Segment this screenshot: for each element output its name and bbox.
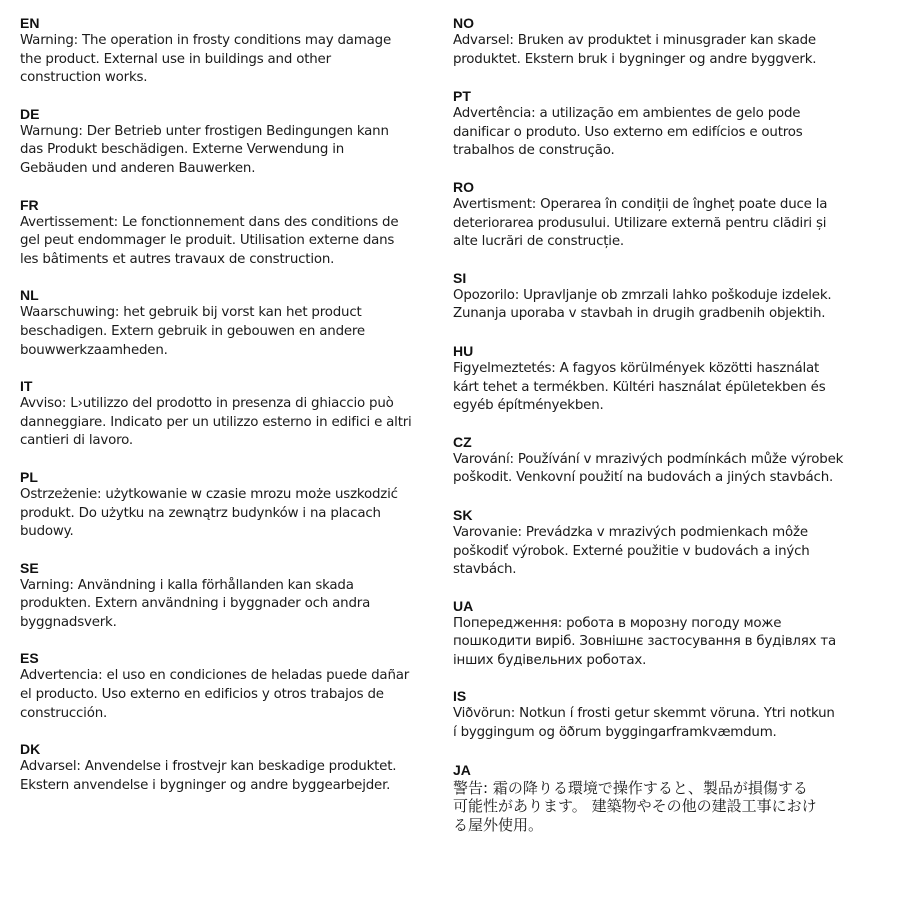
language-code: PT bbox=[453, 88, 471, 105]
text-line: egyéb építményekben. bbox=[453, 398, 604, 414]
left-column bbox=[20, 14, 444, 795]
language-code: DE bbox=[20, 105, 40, 122]
warning-text bbox=[453, 287, 885, 324]
text-line: budowy. bbox=[20, 524, 74, 540]
text-line: el producto. Uso externo en edificios y otros trabajos de bbox=[20, 687, 384, 703]
warning-text bbox=[20, 304, 444, 360]
text-line: stavbách. bbox=[453, 562, 517, 578]
warning-block-sk bbox=[453, 506, 885, 580]
text-line: Advarsel: Bruken av produktet i minusgrader kan skade bbox=[453, 33, 816, 48]
warning-text bbox=[453, 360, 885, 416]
warning-block-fr bbox=[20, 196, 444, 270]
text-line: Avertissement: Le fonctionnement dans des conditions de bbox=[20, 214, 399, 230]
warning-text bbox=[453, 105, 885, 161]
text-line: Varování: Používání v mrazivých podmínkách může výrobek bbox=[453, 451, 844, 467]
text-line: produktet. Ekstern bruk i bygninger og andre byggverk. bbox=[453, 51, 817, 67]
warning-text bbox=[20, 758, 444, 795]
warning-text bbox=[453, 32, 885, 69]
text-line: Zunanja uporaba v stavbah in drugih gradbenih objektih. bbox=[453, 306, 826, 322]
text-line: kárt tehet a termékben. Kültéri használat épületekben és bbox=[453, 379, 826, 395]
warning-text bbox=[453, 451, 885, 488]
language-code: CZ bbox=[453, 433, 472, 450]
text-line: í byggingum og öðrum byggingarframkvæmdum. bbox=[453, 725, 777, 741]
language-code: SI bbox=[453, 269, 467, 286]
right-column bbox=[453, 14, 885, 834]
language-code: RO bbox=[453, 178, 474, 195]
text-line: пошкодити виріб. Зовнішнє застосування в будівлях та bbox=[453, 634, 837, 650]
text-line: danificar o produto. Uso externo em edifícios e outros bbox=[453, 124, 803, 140]
warning-text bbox=[20, 123, 444, 179]
text-line: Opozorilo: Upravljanje ob zmrzali lahko poškoduje izdelek. bbox=[453, 287, 832, 303]
language-code: IT bbox=[20, 378, 33, 395]
text-line: Waarschuwing: het gebruik bij vorst kan het product bbox=[20, 305, 362, 321]
text-line: construction works. bbox=[20, 70, 148, 86]
warning-block-si bbox=[453, 269, 885, 324]
language-code: IS bbox=[453, 688, 467, 705]
text-line: Warnung: Der Betrieb unter frostigen Bedingungen kann bbox=[20, 123, 389, 139]
warning-text bbox=[453, 705, 885, 742]
warning-text bbox=[20, 667, 444, 723]
text-line: das Produkt beschädigen. Externe Verwendung in bbox=[20, 142, 345, 158]
warning-text bbox=[20, 395, 444, 451]
warning-block-es bbox=[20, 649, 444, 723]
warning-block-no bbox=[453, 14, 885, 69]
text-line: Viðvörun: Notkun í frosti getur skemmt vöruna. Ytri notkun bbox=[453, 706, 835, 722]
text-line: Avertisment: Operarea în condiții de îngheț poate duce la bbox=[453, 196, 828, 212]
text-line: Advertência: a utilização em ambientes de gelo pode bbox=[453, 106, 801, 122]
text-line: poškodit. Venkovní použití na budovách a jiných stavbách. bbox=[453, 470, 834, 486]
warning-text bbox=[20, 214, 444, 270]
warning-text bbox=[20, 32, 444, 88]
text-line: les bâtiments et autres travaux de construction. bbox=[20, 251, 335, 267]
text-line: deteriorarea produsului. Utilizare externă pentru clădiri și bbox=[453, 215, 827, 231]
text-line: produkten. Extern användning i byggnader och andra bbox=[20, 596, 371, 612]
warning-block-dk bbox=[20, 740, 444, 795]
language-code: SE bbox=[20, 559, 39, 576]
text-line: byggnadsverk. bbox=[20, 614, 117, 630]
text-line: cantieri di lavoro. bbox=[20, 433, 133, 449]
text-line: Varning: Användning i kalla förhållanden kan skada bbox=[20, 577, 354, 593]
warning-block-ro bbox=[453, 178, 885, 252]
language-code: NO bbox=[453, 15, 474, 31]
language-code: ES bbox=[20, 650, 39, 667]
text-line: 可能性があります。 建築物やその他の建設工事におけ bbox=[453, 797, 817, 816]
text-line: bouwwerkzaamheden. bbox=[20, 342, 168, 358]
language-code: PL bbox=[20, 468, 38, 485]
warning-text bbox=[20, 577, 444, 633]
warning-block-pl bbox=[20, 468, 444, 542]
text-line: construcción. bbox=[20, 705, 108, 721]
language-code: HU bbox=[453, 342, 474, 359]
warning-text bbox=[453, 196, 885, 252]
text-line: gel peut endommager le produit. Utilisation externe dans bbox=[20, 233, 395, 249]
text-line: alte lucrări de construcție. bbox=[453, 234, 624, 250]
language-code: NL bbox=[20, 287, 39, 304]
warning-block-cz bbox=[453, 433, 885, 488]
warning-block-is bbox=[453, 687, 885, 742]
warning-block-ua bbox=[453, 597, 885, 671]
text-line: poškodiť výrobok. Externé použitie v budovách a iných bbox=[453, 543, 810, 559]
text-line: Попередження: робота в морозну погоду може bbox=[453, 615, 782, 631]
language-code: FR bbox=[20, 196, 39, 213]
language-code: JA bbox=[453, 761, 471, 778]
text-line: trabalhos de construção. bbox=[453, 143, 615, 159]
warning-block-se bbox=[20, 559, 444, 633]
warning-block-ja bbox=[453, 761, 885, 835]
text-line: Ostrzeżenie: użytkowanie w czasie mrozu może uszkodzić bbox=[20, 486, 398, 502]
language-code: DK bbox=[20, 741, 41, 758]
text-line: інших будівельних роботах. bbox=[453, 652, 647, 668]
text-line: Advarsel: Anvendelse i frostvejr kan beskadige produktet. bbox=[20, 759, 397, 775]
warning-text bbox=[453, 524, 885, 580]
text-line: Advertencia: el uso en condiciones de heladas puede dañar bbox=[20, 668, 410, 684]
warning-block-en bbox=[20, 14, 444, 88]
text-line: beschadigen. Extern gebruik in gebouwen en andere bbox=[20, 323, 365, 339]
warning-text bbox=[20, 486, 444, 542]
warning-text bbox=[453, 779, 885, 835]
text-line: る屋外使用。 bbox=[453, 815, 544, 834]
warning-block-de bbox=[20, 105, 444, 179]
text-line: Ekstern anvendelse i bygninger og andre byggearbejder. bbox=[20, 777, 391, 793]
text-line: danneggiare. Indicato per un utilizzo esterno in edifici e altri bbox=[20, 414, 412, 430]
language-code: UA bbox=[453, 597, 474, 614]
text-line: Figyelmeztetés: A fagyos körülmények közötti használat bbox=[453, 360, 820, 376]
warning-block-it bbox=[20, 377, 444, 451]
text-line: Varovanie: Prevádzka v mrazivých podmienkach môže bbox=[453, 524, 808, 540]
text-line: 警告: 霜の降りる環境で操作すると、製品が損傷する bbox=[453, 778, 808, 797]
text-line: the product. External use in buildings and other bbox=[20, 51, 331, 67]
language-code: SK bbox=[453, 506, 473, 523]
text-line: Gebäuden und anderen Bauwerken. bbox=[20, 160, 256, 176]
warning-block-pt bbox=[453, 87, 885, 161]
warning-block-hu bbox=[453, 342, 885, 416]
text-line: Warning: The operation in frosty conditions may damage bbox=[20, 33, 391, 48]
warning-text bbox=[453, 615, 885, 671]
text-line: Avviso: L›utilizzo del prodotto in presenza di ghiaccio può bbox=[20, 396, 394, 412]
text-line: produkt. Do użytku na zewnątrz budynków i na placach bbox=[20, 505, 381, 521]
warning-block-nl bbox=[20, 286, 444, 360]
language-code: EN bbox=[20, 15, 40, 31]
